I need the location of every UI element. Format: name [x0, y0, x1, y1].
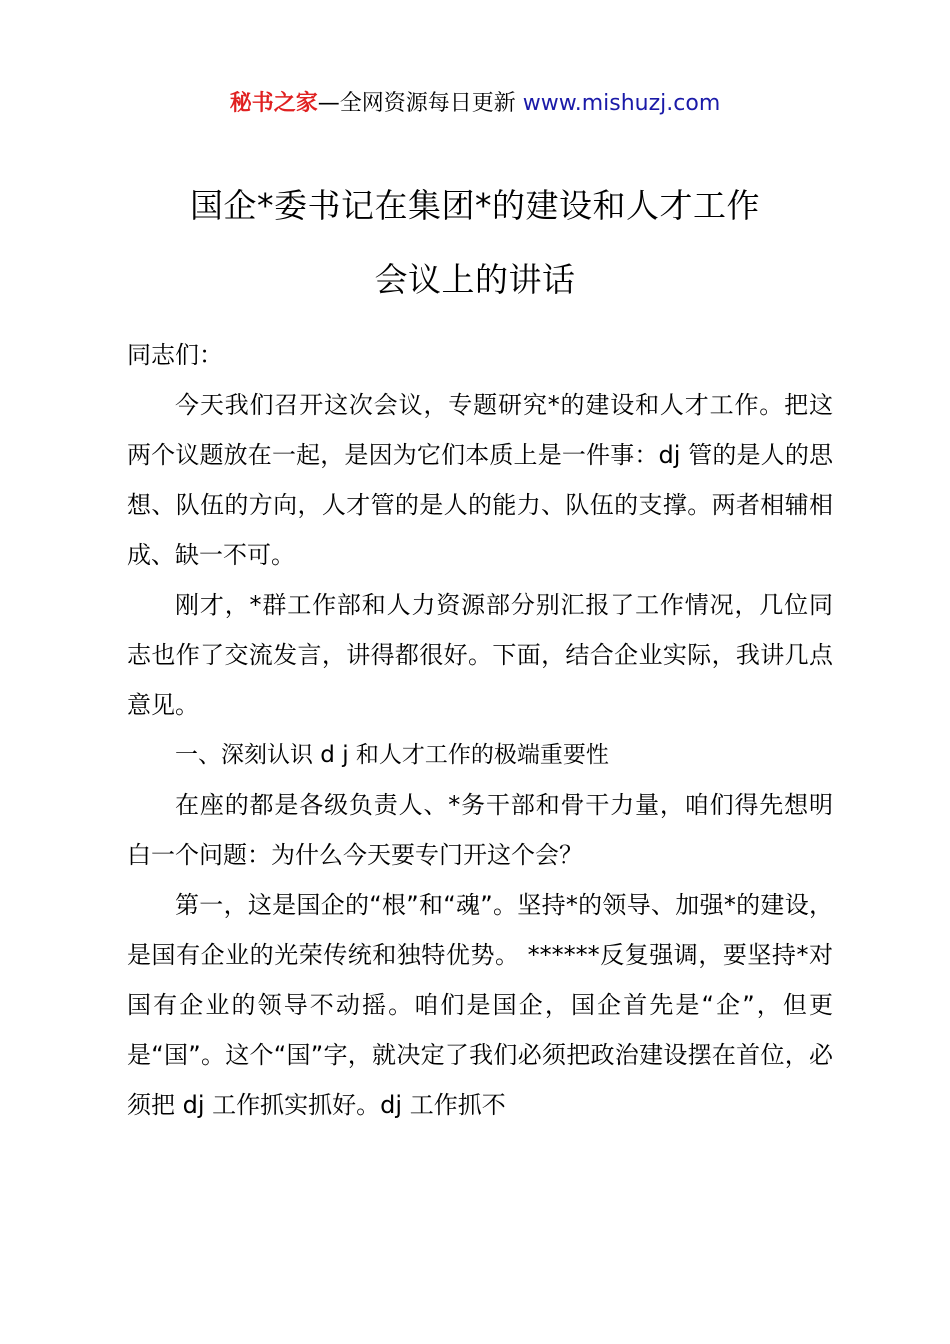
salutation: 同志们： — [127, 341, 223, 369]
site-url-link[interactable]: www.mishuzj.com — [522, 91, 721, 116]
section-heading: 一、深刻认识 d j 和人才工作的极端重要性 — [175, 742, 609, 768]
paragraph: 刚才，*群工作部和人力资源部分别汇报了工作情况，几位同志也作了交流发言，讲得都很好。下面，结合企业实际，我讲几点意见。 — [127, 591, 833, 719]
document-title-line-2: 会议上的讲话 — [374, 260, 576, 299]
site-header — [0, 88, 950, 120]
site-brand: 秘书之家 — [229, 91, 318, 116]
paragraph: 在座的都是各级负责人、*务干部和骨干力量，咱们得先想明白一个问题：为什么今天要专门开这个会？ — [127, 791, 833, 869]
paragraph: 今天我们召开这次会议，专题研究*的建设和人才工作。把这两个议题放在一起，是因为它们本质上是一件事：dj 管的是人的思想、队伍的方向，人才管的是人的能力、队伍的支撑。两者相辅相成、缺一不可。 — [127, 391, 833, 569]
site-tagline: —全网资源每日更新 — [317, 91, 516, 116]
document-title-line-1: 国企*委书记在集团*的建设和人才工作 — [190, 186, 760, 225]
paragraph: 第一，这是国企的“根”和“魂”。坚持*的领导、加强*的建设，是国有企业的光荣传统和独特优势。 ******反复强调，要坚持*对国有企业的领导不动摇。咱们是国企，国企首先是“企”，但更是“国”。这个“国”字，就决定了我们必须把政治建设摆在首位，必须把 dj 工作抓实抓好。dj 工作抓不 — [127, 891, 833, 1119]
document-body — [127, 330, 833, 1130]
